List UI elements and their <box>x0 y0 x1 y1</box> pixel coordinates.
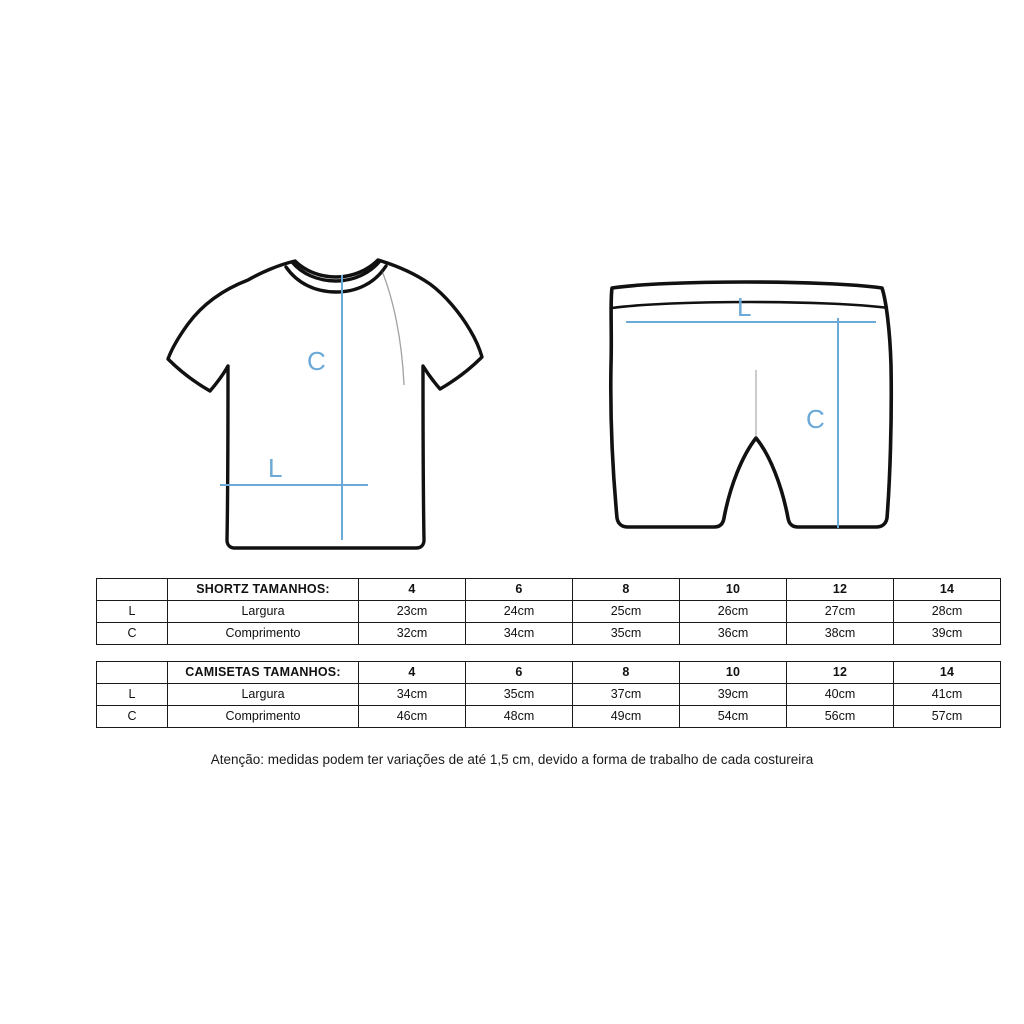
cell-value: 40cm <box>787 684 894 706</box>
cell-value: 35cm <box>466 684 573 706</box>
row-description: Comprimento <box>168 706 359 728</box>
header-title: SHORTZ TAMANHOS: <box>168 579 359 601</box>
cell-value: 35cm <box>573 623 680 645</box>
cell-value: 54cm <box>680 706 787 728</box>
cell-value: 27cm <box>787 601 894 623</box>
header-size-8: 8 <box>573 662 680 684</box>
shortz-size-table <box>96 578 963 645</box>
cell-value: 26cm <box>680 601 787 623</box>
shorts-illustration <box>590 270 910 560</box>
cell-value: 34cm <box>466 623 573 645</box>
header-size-12: 12 <box>787 662 894 684</box>
table-header-row <box>97 662 1001 684</box>
cell-value: 41cm <box>894 684 1001 706</box>
table-row <box>97 706 1001 728</box>
cell-value: 56cm <box>787 706 894 728</box>
cell-value: 57cm <box>894 706 1001 728</box>
row-code: L <box>97 684 168 706</box>
disclaimer-note: Atenção: medidas podem ter variações de até 1,5 cm, devido a forma de trabalho de cada costureira <box>210 752 814 767</box>
cell-value: 48cm <box>466 706 573 728</box>
shorts-length-label: C <box>806 404 825 434</box>
table-row <box>97 601 1001 623</box>
cell-value: 28cm <box>894 601 1001 623</box>
header-size-6: 6 <box>466 662 573 684</box>
cell-value: 39cm <box>680 684 787 706</box>
table-row <box>97 684 1001 706</box>
row-code: C <box>97 623 168 645</box>
header-size-4: 4 <box>359 662 466 684</box>
shorts-width-label: L <box>737 292 752 322</box>
cell-value: 34cm <box>359 684 466 706</box>
garment-illustrations <box>0 215 1024 575</box>
header-size-12: 12 <box>787 579 894 601</box>
header-title: CAMISETAS TAMANHOS: <box>168 662 359 684</box>
header-size-6: 6 <box>466 579 573 601</box>
cell-value: 32cm <box>359 623 466 645</box>
table-header-row <box>97 579 1001 601</box>
cell-value: 38cm <box>787 623 894 645</box>
tshirt-length-label: C <box>307 346 326 376</box>
row-code: C <box>97 706 168 728</box>
tshirt-width-label: L <box>268 453 283 483</box>
row-description: Comprimento <box>168 623 359 645</box>
camisetas-size-table <box>96 661 963 728</box>
header-size-8: 8 <box>573 579 680 601</box>
header-size-14: 14 <box>894 579 1001 601</box>
row-description: Largura <box>168 601 359 623</box>
header-size-4: 4 <box>359 579 466 601</box>
cell-value: 46cm <box>359 706 466 728</box>
row-description: Largura <box>168 684 359 706</box>
header-size-10: 10 <box>680 662 787 684</box>
header-code-blank <box>97 662 168 684</box>
table-row <box>97 623 1001 645</box>
cell-value: 49cm <box>573 706 680 728</box>
cell-value: 36cm <box>680 623 787 645</box>
row-code: L <box>97 601 168 623</box>
header-size-10: 10 <box>680 579 787 601</box>
cell-value: 39cm <box>894 623 1001 645</box>
cell-value: 24cm <box>466 601 573 623</box>
header-size-14: 14 <box>894 662 1001 684</box>
tshirt-illustration <box>110 235 490 575</box>
cell-value: 25cm <box>573 601 680 623</box>
header-code-blank <box>97 579 168 601</box>
cell-value: 23cm <box>359 601 466 623</box>
cell-value: 37cm <box>573 684 680 706</box>
